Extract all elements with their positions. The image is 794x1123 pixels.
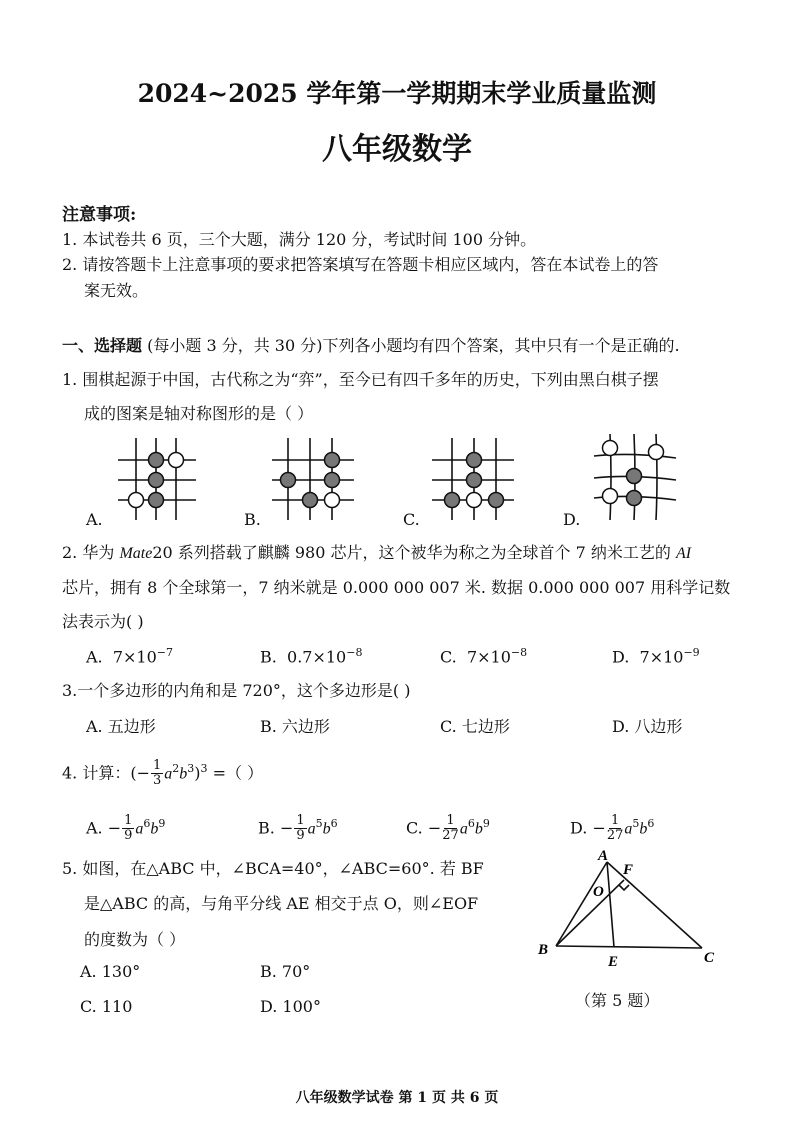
q4-option-c: C. − $\frac{1}{27}$ $a^6b^9$ bbox=[406, 813, 490, 844]
q3-option-c: C. 七边形 bbox=[440, 717, 510, 736]
q5-figure-caption: （第 5 题） bbox=[575, 991, 660, 1010]
q1-option-c-label: C. bbox=[403, 510, 420, 529]
q1-figure-b bbox=[268, 430, 358, 522]
q3-option-a: A. 五边形 bbox=[86, 717, 156, 736]
q2-text-ai: AI bbox=[675, 545, 692, 562]
q4-fraction: $\frac{1}{3}$ bbox=[153, 758, 162, 789]
notes-item-2: 2. 请按答题卡上注意事项的要求把答案填写在答题卡相应区域内，答在本试卷上的答 bbox=[62, 255, 659, 274]
point-o-label: O bbox=[593, 884, 604, 900]
q2-option-b: B. $0.7\times 10^{-8}$ bbox=[260, 646, 363, 667]
exam-title: 2024~2025 学年第一学期期末学业质量监测 bbox=[137, 79, 657, 108]
q3-option-b: B. 六边形 bbox=[260, 717, 330, 736]
q4-prefix: 4. 计算： bbox=[62, 763, 131, 783]
q2-line3: 法表示为( ) bbox=[62, 612, 144, 631]
q4-option-a: A. − $\frac{1}{9}$ $a^6b^9$ bbox=[86, 813, 166, 844]
q2-text-mate: Mate bbox=[119, 545, 153, 562]
point-e-label: E bbox=[608, 954, 619, 970]
q4-tail: =（ ） bbox=[212, 763, 264, 783]
q4-option-b: B. − $\frac{1}{9}$ $a^5b^6$ bbox=[258, 813, 338, 844]
notes-heading: 注意事项: bbox=[62, 205, 137, 225]
subject-title: 八年级数学 bbox=[322, 132, 472, 167]
q1-option-b-label: B. bbox=[244, 510, 261, 529]
section1-header bbox=[62, 333, 680, 356]
q2-text-c: 20 系列搭载了麒麟 980 芯片，这个被华为称之为全球首个 7 纳米工艺的 bbox=[152, 543, 676, 562]
point-f-label: F bbox=[623, 862, 634, 878]
page-footer: 八年级数学试卷 第 1 页 共 6 页 bbox=[295, 1090, 499, 1106]
q4-option-d: D. − $\frac{1}{27}$ $a^5b^6$ bbox=[570, 813, 655, 844]
q2-option-d: D. $7\times 10^{-9}$ bbox=[612, 646, 700, 667]
section1-desc: (每小题 3 分，共 30 分)下列各小题均有四个答案，其中只有一个是正确的. bbox=[147, 336, 680, 355]
q2-line1 bbox=[62, 540, 691, 563]
q2-option-a: A. $7\times 10^{-7}$ bbox=[86, 646, 173, 667]
q3-line: 3.一个多边形的内角和是 720°，这个多边形是( ) bbox=[62, 681, 411, 700]
q1-figure-a bbox=[110, 430, 200, 522]
q5-option-b: B. 70° bbox=[260, 962, 311, 981]
q1-option-a-label: A. bbox=[86, 510, 103, 529]
q4-line: 4. 计算：(− $\frac{1}{3}$ $a^2b^3)^3$ =（ ） bbox=[62, 758, 264, 789]
q5-triangle-figure bbox=[530, 840, 730, 980]
q2-line2: 芯片，拥有 8 个全球第一，7 纳米就是 0.000 000 007 米. 数据 0.000 000 007 用科学记数 bbox=[62, 578, 731, 597]
q1-figure-d bbox=[590, 428, 680, 522]
notes-item-1: 1. 本试卷共 6 页，三个大题，满分 120 分，考试时间 100 分钟。 bbox=[62, 230, 537, 249]
q2-option-c: C. $7\times 10^{-8}$ bbox=[440, 646, 528, 667]
q5-line3: 的度数为（ ） bbox=[84, 930, 186, 949]
point-b-label: B bbox=[538, 942, 549, 958]
q5-option-d: D. 100° bbox=[260, 997, 321, 1016]
q5-line2: 是△ABC 的高，与角平分线 AE 相交于点 O，则∠EOF bbox=[84, 894, 479, 913]
q5-line1: 5. 如图，在△ABC 中，∠BCA=40°，∠ABC=60°. 若 BF bbox=[62, 859, 484, 878]
q1-option-d-label: D. bbox=[563, 510, 581, 529]
section1-heading: 一、选择题 bbox=[62, 336, 143, 355]
q1-line2: 成的图案是轴对称图形的是（ ） bbox=[84, 404, 314, 423]
q1-figure-c bbox=[428, 430, 518, 522]
point-a-label: A bbox=[598, 848, 609, 864]
q5-option-a: A. 130° bbox=[80, 962, 141, 981]
q3-option-d: D. 八边形 bbox=[612, 717, 683, 736]
notes-item-2-cont: 案无效。 bbox=[84, 281, 149, 300]
q1-line1: 1. 围棋起源于中国，古代称之为“弈”，至今已有四千多年的历史，下列由黑白棋子摆 bbox=[62, 370, 659, 389]
point-c-label: C bbox=[704, 950, 715, 966]
q5-option-c: C. 110 bbox=[80, 997, 133, 1016]
q2-text-a: 2. 华为 bbox=[62, 543, 120, 562]
